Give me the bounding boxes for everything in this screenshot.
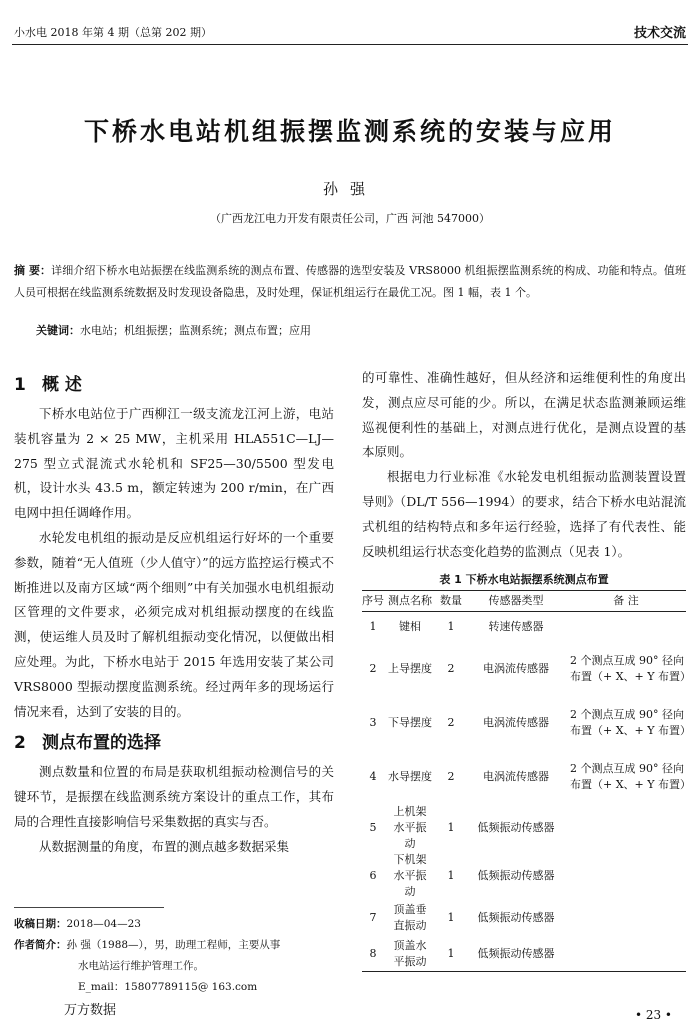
paragraph: 从数据测量的角度，布置的测点越多数据采集 [39, 838, 290, 854]
table-row [362, 852, 686, 900]
col-qty: 数量 [436, 591, 466, 612]
watermark: 万方数据 [64, 1003, 117, 1018]
footnote: 收稿日期：2018—04—23 作者简介：孙 强（1988—），男，助理工程师，主要从事 水电站运行维护管理工作。 E_mail：15807789115@ 163.com [14, 914, 344, 998]
cell-name: 下导摆度 [388, 715, 432, 729]
cell-note [566, 852, 686, 900]
cell-seq: 2 [369, 661, 377, 675]
paragraph: 根据电力行业标准《水轮发电机组振动监测装置设置导则》（DL/T 556—1994）的要求，结合下桥水电站混流式机组的结构特点和多年运行经验，选择了有代表性、能反映机组运行状态变化趋势的监测点（见表 1）。 [362, 469, 686, 559]
cell-note [566, 612, 686, 642]
cell-type: 电涡流传感器 [483, 661, 549, 675]
cell-qty: 2 [447, 715, 455, 729]
table-row [362, 750, 686, 804]
cell-note [566, 936, 686, 972]
cell-qty: 1 [447, 820, 455, 834]
paragraph: 测点数量和位置的布局是获取机组振动检测信号的关键环节，是振摆在线监测系统方案设计的重点工作，其布局的合理性直接影响信号采集数据的真实与否。 [14, 764, 334, 829]
footnote-rule [14, 907, 164, 908]
cell-name: 上导摆度 [388, 661, 432, 675]
left-column [14, 368, 334, 860]
section-1-heading: 1 概 述 [14, 375, 82, 395]
cell-note: 2 个测点互成 90° 径向布置（+ X、+ Y 布置） [570, 653, 692, 683]
cell-type: 电涡流传感器 [483, 769, 549, 783]
table-row [362, 936, 686, 972]
keywords [36, 322, 311, 338]
cell-name: 键相 [399, 620, 421, 634]
affiliation: （广西龙江电力开发有限责任公司，广西 河池 547000） [210, 212, 490, 225]
page-number: • 23 • [634, 1008, 672, 1022]
paragraph: 下桥水电站位于广西柳江一级支流龙江河上游，电站装机容量为 2 × 25 MW，主机采用 HLA551C—LJ—275 型立式混流式水轮机和 SF25—30/5500 型发电机，设计水头 43.5 m，额定转速为 200 r/min，在广西电网中担任调峰作用。 [14, 406, 334, 521]
measurement-points-table [362, 590, 692, 972]
paper-title: 下桥水电站机组振摆监测系统的安装与应用 [83, 117, 616, 146]
table-row [362, 612, 686, 642]
cell-seq: 5 [369, 820, 377, 834]
cell-qty: 2 [447, 769, 455, 783]
table-row [362, 642, 686, 696]
cell-type: 低频振动传感器 [466, 936, 566, 972]
keywords-text: 水电站；机组振摆；监测系统；测点布置；应用 [80, 324, 311, 337]
cell-seq: 3 [369, 715, 377, 729]
table-row [362, 696, 686, 750]
cell-seq: 4 [369, 769, 377, 783]
cell-note [566, 900, 686, 936]
abstract [14, 260, 686, 304]
table-row [362, 804, 686, 852]
cell-type: 低频振动传感器 [477, 910, 555, 924]
cell-name: 上机架水平振动 [393, 804, 427, 850]
cell-note [566, 804, 686, 852]
cell-note: 2 个测点互成 90° 径向布置（+ X、+ Y 布置） [570, 761, 692, 791]
section-2-heading: 2 测点布置的选择 [14, 733, 161, 754]
cell-name: 顶盖水平振动 [384, 936, 436, 972]
cell-note: 2 个测点互成 90° 径向布置（+ X、+ Y 布置） [570, 707, 692, 737]
cell-seq: 6 [369, 868, 377, 882]
table-row [362, 900, 686, 936]
section-label: 技术交流 [633, 26, 686, 41]
abstract-text: 详细介绍下桥水电站振摆在线监测系统的测点布置、传感器的选型安装及 VRS8000 机组振摆监测系统的构成、功能和特点。值班人员可根据在线监测系统数据及时发现设备隐患，及时处理，保证机组运行在最优工况。图 1 幅，表 1 个。 [14, 264, 686, 299]
paragraph: 水轮发电机组的振动是反应机组运行好坏的一个重要参数，随着“无人值班（少人值守）”的远方监控运行模式不断推进以及南方区域“两个细则”中有关加强水电机组振动区管理的文件要求，必须完成对机组振动摆度的在线监测，使运维人员及时了解机组振动变化情况，以便做出相应处理。为此，下桥水电站于 2015 年选用安装了某公司 VRS8000 型振动摆度监测系统。经过两年多的现场运行情况来看，达到了安装的目的。 [14, 529, 334, 719]
header-rule [12, 44, 688, 45]
cell-qty: 1 [447, 910, 455, 924]
cell-seq: 1 [369, 620, 377, 634]
cell-qty: 1 [447, 868, 455, 882]
col-type: 传感器类型 [466, 591, 566, 612]
cell-seq: 7 [369, 910, 377, 924]
col-note: 备 注 [566, 591, 686, 612]
cell-name: 顶盖垂直振动 [393, 902, 427, 932]
author-email: E_mail：15807789115@ 163.com [78, 981, 258, 993]
cell-name: 水导摆度 [388, 769, 432, 783]
table-caption: 表 1 下桥水电站振摆系统测点布置 [439, 573, 609, 587]
cell-type: 低频振动传感器 [477, 820, 555, 834]
cell-type: 电涡流传感器 [483, 715, 549, 729]
author-bio: 孙 强（1988—），男，助理工程师，主要从事 [66, 939, 281, 951]
journal-info: 小水电 2018 年第 4 期（总第 202 期） [14, 26, 212, 39]
author-name: 孙强 [322, 180, 377, 198]
paragraph: 的可靠性、准确性越好，但从经济和运维便利性的角度出发，测点应尽可能的少。所以，在满足状态监测兼顾运维巡视便利性的基础上，对测点进行优化，是测点设置的基本原则。 [362, 370, 686, 460]
cell-qty: 2 [447, 661, 455, 675]
col-name: 测点名称 [384, 591, 436, 612]
abstract-label: 摘 要： [14, 264, 52, 277]
col-seq: 序号 [362, 591, 384, 612]
table-header-row [362, 591, 686, 612]
cell-type: 低频振动传感器 [477, 868, 555, 882]
cell-seq: 8 [362, 936, 384, 972]
right-column [362, 366, 692, 972]
cell-qty: 1 [447, 620, 455, 634]
received-date: 2018—04—23 [66, 918, 141, 930]
cell-name: 下机架水平振动 [393, 852, 427, 898]
cell-type: 转速传感器 [488, 620, 544, 634]
keywords-label: 关键词： [36, 324, 80, 337]
cell-qty: 1 [436, 936, 466, 972]
